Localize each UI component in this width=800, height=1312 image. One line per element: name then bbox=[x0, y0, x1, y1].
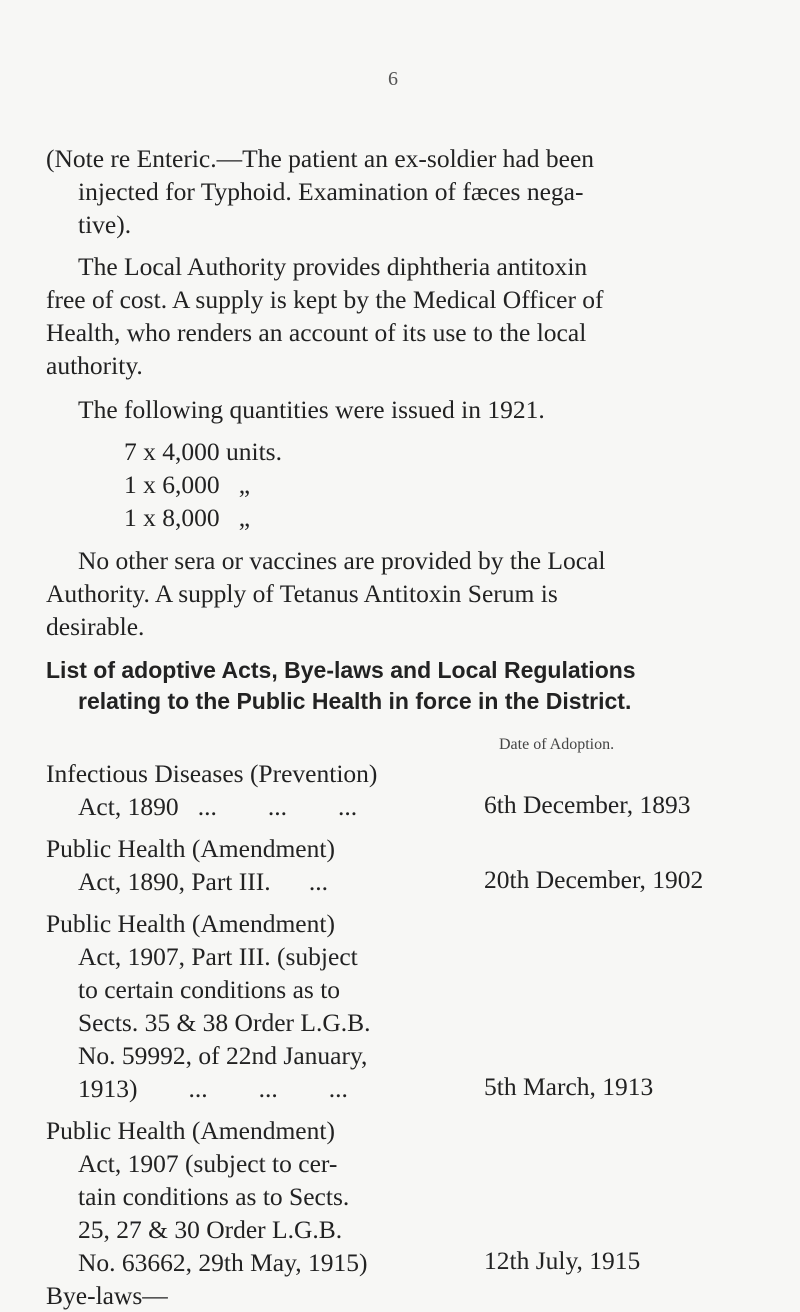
adoption-date: 20th December, 1902 bbox=[484, 865, 704, 894]
paragraph-line: No other sera or vaccines are provided by the Local bbox=[78, 546, 606, 575]
act-line: No. 63662, 29th May, 1915) bbox=[78, 1248, 368, 1277]
paragraph-line: Authority. A supply of Tetanus Antitoxin Serum is bbox=[46, 579, 558, 608]
act-line: 1913) ... ... ... bbox=[78, 1074, 348, 1103]
act-line: tain conditions as to Sects. bbox=[78, 1182, 350, 1211]
quantities-intro: The following quantities were issued in 1921. bbox=[78, 395, 545, 424]
page-number: 6 bbox=[388, 68, 398, 90]
act-line: Public Health (Amendment) bbox=[46, 1116, 335, 1145]
act-line: Infectious Diseases (Prevention) bbox=[46, 759, 378, 788]
act-line: Act, 1907, Part III. (subject bbox=[78, 942, 358, 971]
note-line: (Note re Enteric.—The patient an ex-soldier had been bbox=[46, 144, 595, 173]
section-heading: relating to the Public Health in force in the District. bbox=[78, 688, 632, 714]
quantity-line: 1 x 6,000 „ bbox=[124, 470, 251, 499]
act-line: Public Health (Amendment) bbox=[46, 909, 335, 938]
act-line: to certain conditions as to bbox=[78, 975, 341, 1004]
date-column-header: Date of Adoption. bbox=[499, 736, 615, 753]
byelaws-title: Bye-laws— bbox=[46, 1281, 168, 1310]
adoption-date: 5th March, 1913 bbox=[484, 1072, 654, 1101]
section-heading: List of adoptive Acts, Bye-laws and Local Regulations bbox=[46, 657, 636, 683]
act-line: No. 59992, of 22nd January, bbox=[78, 1041, 368, 1070]
act-line: Public Health (Amendment) bbox=[46, 834, 335, 863]
act-line: Act, 1907 (subject to cer- bbox=[78, 1149, 338, 1178]
adoption-date: 6th December, 1893 bbox=[484, 790, 691, 819]
paragraph-line: desirable. bbox=[46, 612, 145, 641]
act-line: 25, 27 & 30 Order L.G.B. bbox=[78, 1215, 343, 1244]
paragraph-line: free of cost. A supply is kept by the Medical Officer of bbox=[46, 285, 604, 314]
paragraph-line: authority. bbox=[46, 351, 143, 380]
adoption-date: 12th July, 1915 bbox=[484, 1246, 641, 1275]
quantity-line: 7 x 4,000 units. bbox=[124, 437, 282, 466]
act-line: Act, 1890 ... ... ... bbox=[78, 792, 358, 821]
note-line: tive). bbox=[78, 210, 132, 239]
act-line: Act, 1890, Part III. ... bbox=[78, 867, 328, 896]
quantity-line: 1 x 8,000 „ bbox=[124, 503, 251, 532]
paragraph-line: The Local Authority provides diphtheria antitoxin bbox=[78, 252, 588, 281]
note-line: injected for Typhoid. Examination of fæces nega- bbox=[78, 177, 584, 206]
act-line: Sects. 35 & 38 Order L.G.B. bbox=[78, 1008, 371, 1037]
paragraph-line: Health, who renders an account of its use to the local bbox=[46, 318, 587, 347]
